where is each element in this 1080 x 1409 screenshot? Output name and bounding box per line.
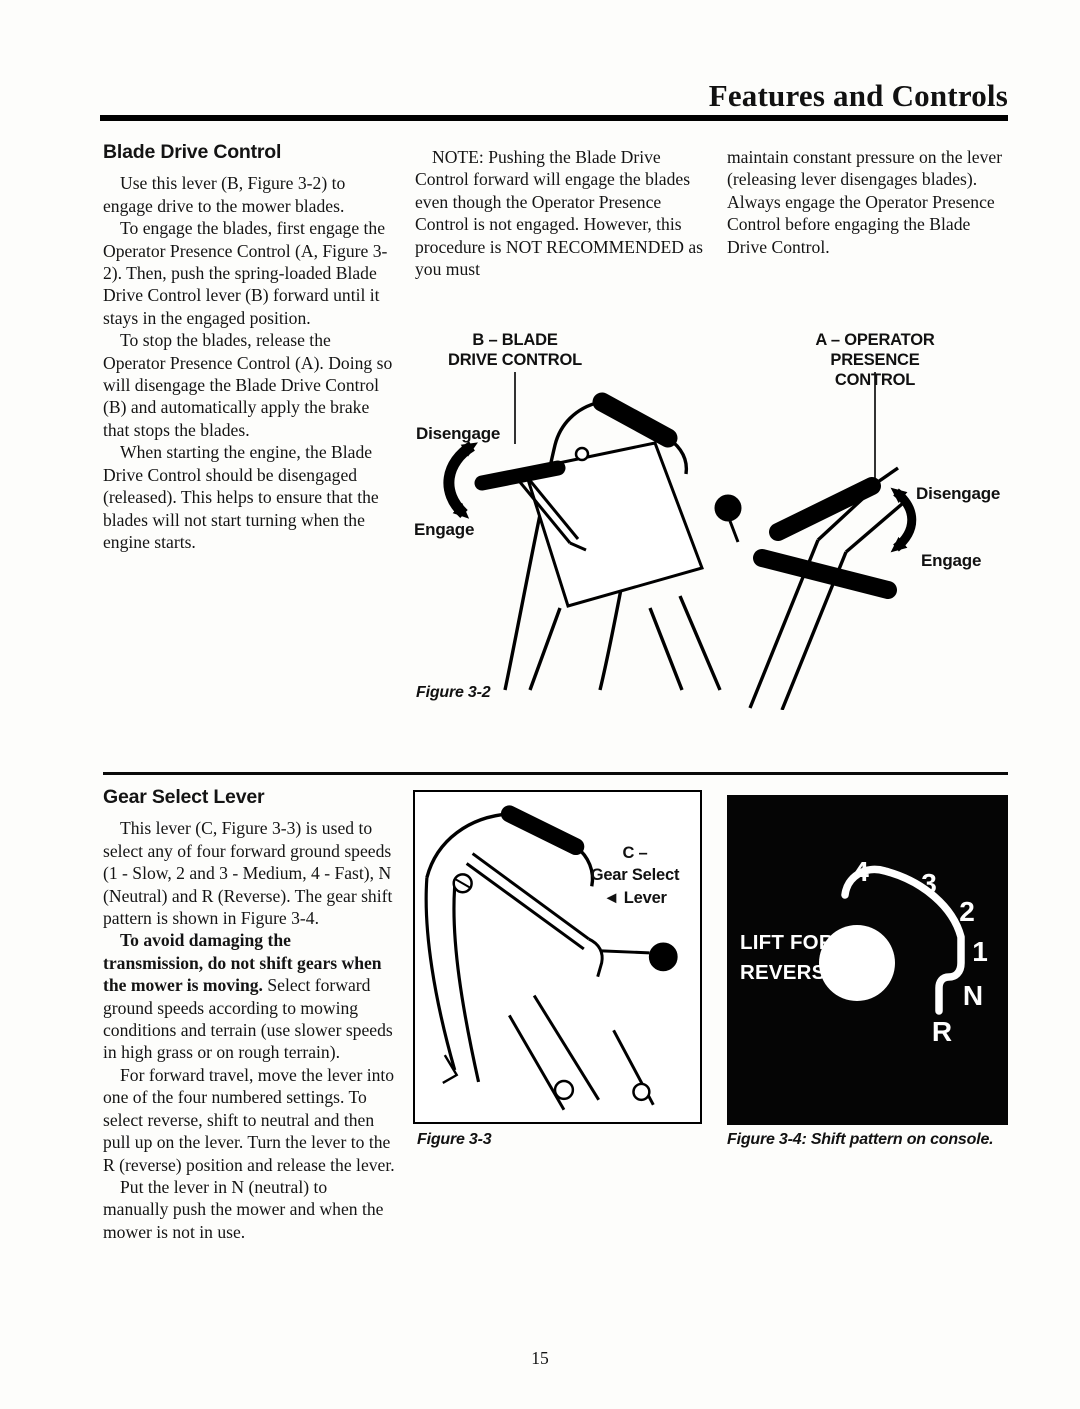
paragraph: When starting the engine, the Blade Drive Control should be disengaged (released). This helps to ensure that the blades will not start turning when the engine starts. [103, 442, 379, 552]
warning-bold-text: To avoid damaging the transmission, do not shift gears when the mower is moving. [103, 930, 382, 996]
disengage-label-left: Disengage [416, 424, 501, 443]
handle-grip-lower [762, 558, 888, 590]
handle-grip [602, 402, 668, 438]
label-line: B – BLADE [472, 331, 558, 349]
paragraph [103, 929, 395, 1063]
paragraph: Use this lever (B, Figure 3-2) to engage drive to the mower blades. [103, 173, 346, 216]
figure-3-4-caption: Figure 3-4: Shift pattern on console. [727, 1131, 994, 1148]
label-operator-presence-control [795, 330, 955, 390]
figure-3-3 [413, 790, 702, 1124]
label-line: A – OPERATOR [815, 331, 935, 349]
paragraph: To engage the blades, first engage the Operator Presence Control (A, Figure 3-2). Then, push the spring-loaded Blade Drive Control lever (B) forward until it stays in the engaged position. [103, 218, 388, 328]
gear-select-lever-column [103, 786, 395, 1243]
gear-4: 4 [853, 856, 869, 887]
gear-2: 2 [959, 896, 975, 927]
label-line: LIFT FOR [740, 931, 834, 954]
paragraph-text: Select forward ground speeds according to mowing conditions and terrain (use slower speeds in high grass or on rough terrain). [103, 975, 393, 1063]
page-title: Features and Controls [708, 78, 1008, 113]
figure-3-2 [410, 328, 1010, 710]
paragraph: To stop the blades, release the Operator Presence Control (A). Doing so will disengage the Blade Drive Control (B) and automatically apply the brake that stops the blades. [103, 330, 393, 440]
figure-3-3-caption: Figure 3-3 [417, 1131, 492, 1148]
label-line: DRIVE CONTROL [448, 351, 582, 370]
figure-3-4-console [727, 795, 1008, 1125]
presence-control-illustration [715, 468, 902, 710]
label-line: PRESENCE CONTROL [830, 351, 920, 390]
handle-grip [509, 814, 576, 847]
paragraph: maintain constant pressure on the lever (releasing lever disengages blades). Always engage the Operator Presence Control before engaging the Blade Drive Control. [727, 147, 1003, 257]
label-line: Gear Select [590, 866, 680, 885]
arrow-left-icon: ◄ [603, 888, 620, 907]
paragraph: Put the lever in N (neutral) to manually push the mower and when the mower is not in use. [103, 1176, 384, 1242]
page-number: 15 [531, 1348, 549, 1368]
engage-disengage-arrow-right [896, 492, 912, 548]
engage-label-left: Engage [414, 520, 475, 539]
blade-drive-illustration [482, 402, 720, 690]
label-line: REVERSE [740, 961, 840, 984]
presence-bail-grip [778, 486, 872, 532]
figure-3-2-caption: Figure 3-2 [416, 684, 491, 701]
blade-drive-control-column [103, 141, 395, 553]
blade-drive-heading: Blade Drive Control [103, 141, 282, 163]
gear-select-heading: Gear Select Lever [103, 786, 265, 808]
gear-n: N [962, 980, 984, 1011]
header-rule [100, 115, 1008, 121]
paragraph: For forward travel, move the lever into one of the four numbered settings. To select reverse, shift to neutral and then pull up on the lever. Turn the lever to the R (reverse) position and release the lever. [103, 1064, 395, 1175]
note-column [415, 146, 705, 280]
engage-disengage-arrow-left [449, 446, 472, 514]
label-line: C – [622, 844, 648, 862]
gear-r: R [931, 1016, 953, 1047]
gear-3: 3 [921, 868, 937, 899]
label-text: Lever [623, 888, 667, 907]
label-line [575, 887, 695, 909]
gear-1: 1 [972, 936, 988, 967]
note-paragraph: NOTE: Pushing the Blade Drive Control forward will engage the blades even though the Operator Presence Control is not engaged. However, this procedure is NOT RECOMMENDED as you must [415, 147, 703, 280]
knob [715, 495, 741, 521]
disengage-label-right: Disengage [916, 484, 1001, 503]
paragraph: This lever (C, Figure 3-3) is used to select any of four forward ground speeds (1 - Slow, 2 and 3 - Medium, 4 - Fast), N (Neutral) and R (Reverse). The gear shift pattern is shown in Figure 3-4. [103, 818, 393, 929]
label-blade-drive-control [440, 330, 590, 370]
engage-label-right: Engage [921, 551, 982, 570]
section-divider [103, 772, 1008, 775]
gear-lever-knob [649, 943, 677, 971]
label-gear-select-lever [575, 842, 695, 909]
continuation-column [727, 146, 1011, 258]
lift-for-reverse-label [740, 928, 839, 988]
